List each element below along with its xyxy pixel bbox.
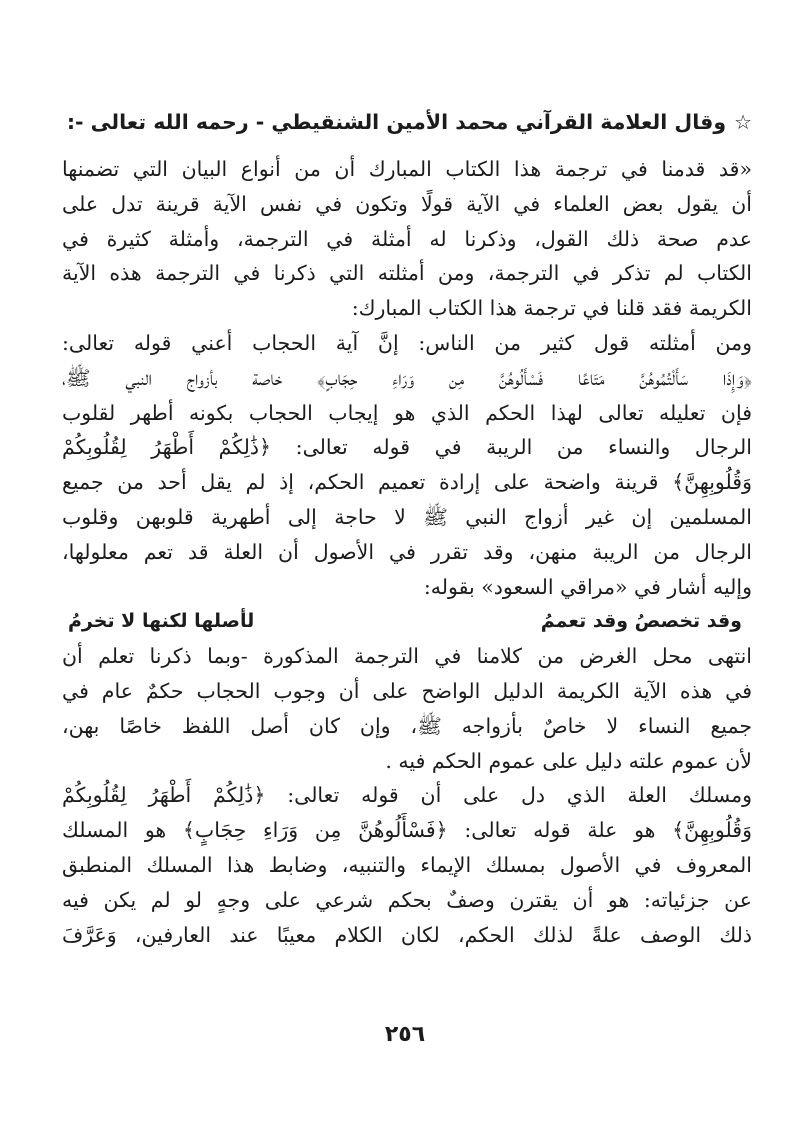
text-line: ﴿وَإِذَا سَأَلْتُمُوهُنَّ مَتَاعًا فَسْأَلُوهُنَّ مِن وَرَاءِ حِجَابٍ﴾ خاصة بأزواج النبي ﷺ،: [62, 365, 752, 390]
text-line: الكتاب لم تذكر في الترجمة، ومن أمثلته التي ذكرنا في الترجمة هذه الآية: [62, 261, 752, 286]
text-line: الرجال من الريبة منهن، وقد تقرر في الأصول أن العلة قد تعم معلولها،: [62, 539, 752, 564]
text-line: المعروف في الأصول بمسلك الإيماء والتنبيه، وضابط هذا المسلك المنطبق: [62, 852, 752, 877]
text-line: لأن عموم علته دليل على عموم الحكم فيه .: [385, 748, 752, 773]
text-line: ومن أمثلته قول كثير من الناس: إنَّ آية الحجاب أعني قوله تعالى:: [62, 330, 752, 355]
poetry-verse: [62, 604, 752, 639]
text-line: أن يقول بعض العلماء في الآية قولًا وتكون في نفس الآية قرينة تدل على: [62, 191, 752, 216]
text-line: ذلك الوصف علةً لذلك الحكم، لكان الكلام معيبًا عند العارفين، وَعَرَّفَ: [62, 922, 752, 947]
verse-second-hemistich: لأصلها لكنها لا تخرمُ: [68, 610, 255, 633]
page-number: ٢٥٦: [384, 1022, 426, 1047]
quoted-passage: [62, 152, 752, 604]
text-line: المسلمين إن غير أزواج النبي ﷺ لا حاجة إلى أطهرية قلوبهن وقلوب: [62, 504, 752, 529]
page-body: [62, 100, 752, 952]
text-line: الرجال والنساء من الريبة في قوله تعالى: ﴿ذَٰلِكُمْ أَطْهَرُ لِقُلُوبِكُمْ: [62, 435, 752, 460]
text-line: وإليه أشار في «مراقي السعود» بقوله:: [423, 574, 752, 599]
text-line: وَقُلُوبِهِنَّ﴾ هو علة قوله تعالى: ﴿فَسْأَلُوهُنَّ مِن وَرَاءِ حِجَابٍ﴾ هو المسلك: [62, 818, 752, 843]
text-line: في هذه الآية الكريمة الدليل الواضح على أن وجوب الحجاب حكمٌ عام في: [62, 678, 752, 703]
section-heading: [62, 100, 752, 144]
commentary-passage: [62, 639, 752, 952]
heading-text: وقال العلامة القرآني محمد الأمين الشنقيطي - رحمه الله تعالى -:: [66, 110, 727, 134]
text-line: وَقُلُوبِهِنَّ﴾ قرينة واضحة على إرادة تعميم الحكم، إذ لم يقل أحد من جميع: [62, 470, 752, 495]
text-line: «قد قدمنا في ترجمة هذا الكتاب المبارك أن من أنواع البيان التي تضمنها: [62, 157, 752, 181]
verse-first-hemistich: وقد تخصصُ وقد تعممُ: [540, 610, 742, 633]
star-icon: ☆: [734, 110, 752, 134]
text-line: عدم صحة ذلك القول، وذكرنا له أمثلة في الترجمة، وأمثلة كثيرة في: [62, 226, 752, 251]
text-line: جميع النساء لا خاصٌ بأزواجه ﷺ، وإن كان أصل اللفظ خاصًا بهن،: [62, 713, 752, 738]
text-line: انتهى محل الغرض من كلامنا في الترجمة المذكورة -وبما ذكرنا تعلم أن: [62, 644, 752, 669]
text-line: فإن تعليله تعالى لهذا الحكم الذي هو إيجاب الحجاب بكونه أطهر لقلوب: [62, 400, 752, 425]
text-line: الكريمة فقد قلنا في ترجمة هذا الكتاب المبارك:: [351, 296, 752, 321]
text-line: ومسلك العلة الذي دل على أن قوله تعالى: ﴿ذَٰلِكُمْ أَطْهَرُ لِقُلُوبِكُمْ: [62, 783, 752, 808]
text-line: عن جزئياته: هو أن يقترن وصفٌ بحكم شرعي على وجهٍ لو لم يكن فيه: [62, 887, 752, 912]
